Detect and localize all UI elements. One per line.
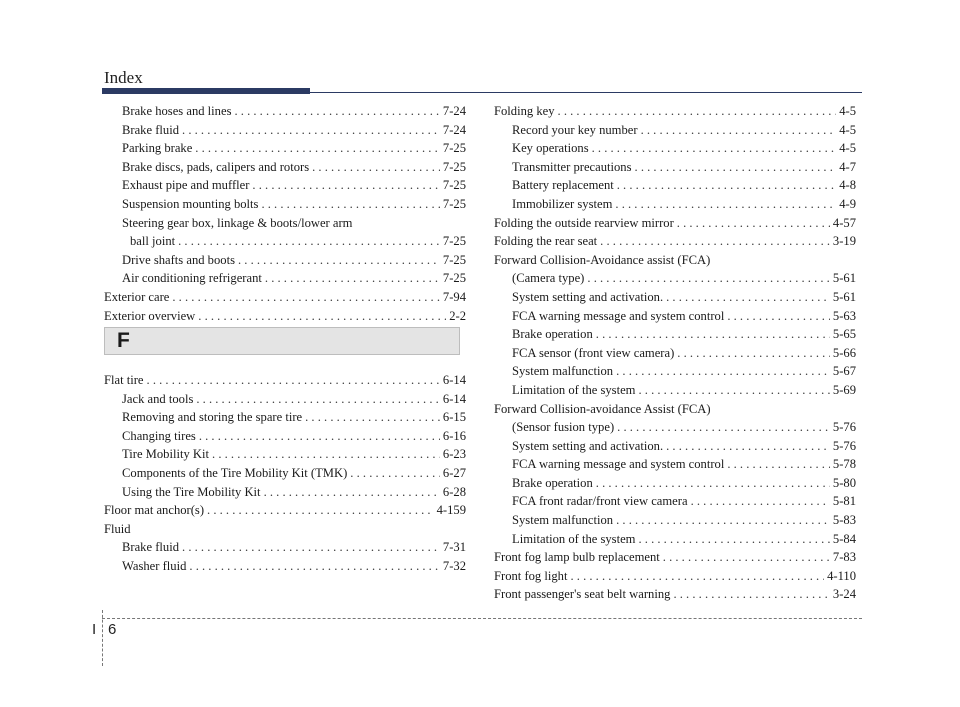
index-entry-text: Front fog light xyxy=(494,568,568,583)
index-entry-page: 4-57 xyxy=(832,215,856,230)
dot-leader xyxy=(312,158,440,177)
dot-leader xyxy=(638,530,829,549)
dot-leader xyxy=(617,418,830,437)
dot-leader xyxy=(195,139,440,158)
index-entry-page: 7-25 xyxy=(442,141,466,156)
index-entry xyxy=(494,530,856,549)
index-entry xyxy=(494,139,856,158)
index-entry-text: Brake discs, pads, calipers and rotors xyxy=(122,159,310,174)
index-entry-page: 4-7 xyxy=(839,159,856,174)
footer-horizontal-rule xyxy=(102,618,862,619)
index-entry-page: 5-76 xyxy=(832,420,856,435)
index-entry-text: Immobilizer system xyxy=(512,196,613,211)
index-entry xyxy=(104,307,466,326)
dot-leader xyxy=(189,557,440,576)
index-entry-text: Tire Mobility Kit xyxy=(122,447,210,462)
index-entry-page: 2-2 xyxy=(449,308,466,323)
index-entry-text: Exterior care xyxy=(104,289,170,304)
index-entry-page: 5-76 xyxy=(832,438,856,453)
index-entry-text: System setting and activation. xyxy=(512,289,664,304)
index-entry xyxy=(494,585,856,604)
index-entry-text: Changing tires xyxy=(122,428,196,443)
dot-leader xyxy=(616,511,830,530)
index-entry-page: 5-84 xyxy=(832,531,856,546)
section-letter-box xyxy=(104,327,460,355)
index-entry-page: 6-14 xyxy=(442,391,466,406)
left-column-top xyxy=(104,102,466,325)
index-entry-page: 7-25 xyxy=(442,178,466,193)
index-entry xyxy=(104,139,466,158)
index-entry xyxy=(494,307,856,326)
index-entry xyxy=(494,362,856,381)
dot-leader xyxy=(596,474,830,493)
index-entry-page: 4-5 xyxy=(839,141,856,156)
index-entry-text: Forward Collision-avoidance Assist (FCA) xyxy=(494,401,711,416)
index-entry-page: 7-32 xyxy=(442,558,466,573)
index-entry-page: 7-31 xyxy=(442,540,466,555)
index-entry-page: 6-23 xyxy=(442,447,466,462)
index-entry-page: 6-15 xyxy=(442,410,466,425)
index-entry-page: 6-28 xyxy=(442,484,466,499)
dot-leader xyxy=(238,251,440,270)
index-entry-text: Jack and tools xyxy=(122,391,194,406)
index-entry-page: 5-81 xyxy=(832,494,856,509)
index-entry-page: 6-27 xyxy=(442,465,466,480)
dot-leader xyxy=(666,288,830,307)
dot-leader xyxy=(207,501,434,520)
right-column xyxy=(494,102,856,604)
index-entry xyxy=(104,121,466,140)
index-entry-text: Key operations xyxy=(512,141,589,156)
index-entry-text: Components of the Tire Mobility Kit (TMK) xyxy=(122,465,348,480)
index-entry xyxy=(494,232,856,251)
index-entry xyxy=(104,501,466,520)
dot-leader xyxy=(261,195,439,214)
index-entry-text: Folding the rear seat xyxy=(494,234,598,249)
index-entry xyxy=(104,464,466,483)
index-entry-text: Flat tire xyxy=(104,373,144,387)
index-entry-text: Forward Collision-Avoidance assist (FCA) xyxy=(494,252,711,267)
index-entry-page: 6-16 xyxy=(442,428,466,443)
index-entry xyxy=(104,520,466,539)
left-column-bottom xyxy=(104,371,466,576)
index-entry-text: Brake hoses and lines xyxy=(122,104,232,118)
dot-leader xyxy=(615,195,836,214)
index-entry-page: 7-25 xyxy=(442,252,466,267)
dot-leader xyxy=(616,362,830,381)
dot-leader xyxy=(264,483,440,502)
dot-leader xyxy=(558,102,837,121)
dot-leader xyxy=(587,269,830,288)
index-entry xyxy=(104,445,466,464)
index-entry-page: 4-9 xyxy=(839,196,856,211)
index-entry xyxy=(494,102,856,121)
index-entry-text: Record your key number xyxy=(512,122,638,137)
index-entry-text: Using the Tire Mobility Kit xyxy=(122,484,261,499)
index-entry-page: 4-5 xyxy=(839,104,856,118)
index-entry-text: System setting and activation. xyxy=(512,438,664,453)
header-accent-bar xyxy=(102,88,310,94)
index-entry xyxy=(104,427,466,446)
index-entry xyxy=(494,344,856,363)
index-entry xyxy=(494,567,856,586)
index-entry-text: Exhaust pipe and muffler xyxy=(122,178,250,193)
index-entry-page: 7-24 xyxy=(442,122,466,137)
index-entry-page: 3-24 xyxy=(832,587,856,602)
index-entry xyxy=(104,390,466,409)
index-entry-text: Brake fluid xyxy=(122,540,180,555)
index-entry-text: FCA sensor (front view camera) xyxy=(512,345,675,360)
index-entry xyxy=(104,483,466,502)
index-entry xyxy=(494,548,856,567)
dot-leader xyxy=(350,464,440,483)
dot-leader xyxy=(172,288,440,307)
index-entry-text: FCA front radar/front view camera xyxy=(512,494,688,509)
index-entry xyxy=(494,492,856,511)
index-entry-text: Limitation of the system xyxy=(512,531,636,546)
index-entry-page: 4-5 xyxy=(839,122,856,137)
index-entry-text: Exterior overview xyxy=(104,308,196,323)
footer-section: I xyxy=(92,621,97,638)
dot-leader xyxy=(596,325,830,344)
index-entry-text: Battery replacement xyxy=(512,178,614,193)
index-entry-text: Suspension mounting bolts xyxy=(122,196,259,211)
index-entry-page: 5-61 xyxy=(832,289,856,304)
index-entry-text: System malfunction xyxy=(512,513,614,528)
index-entry xyxy=(104,176,466,195)
index-entry-text: Parking brake xyxy=(122,141,193,156)
index-entry xyxy=(104,408,466,427)
dot-leader xyxy=(265,269,440,288)
index-entry-page: 5-78 xyxy=(832,457,856,472)
index-entry-text: Limitation of the system xyxy=(512,382,636,397)
dot-leader xyxy=(178,232,440,251)
index-entry xyxy=(104,158,466,177)
index-entry-text: Brake operation xyxy=(512,327,593,342)
index-entry-page: 5-80 xyxy=(832,475,856,490)
dot-leader xyxy=(641,121,837,140)
index-entry-page: 7-25 xyxy=(442,159,466,174)
dot-leader xyxy=(252,176,439,195)
index-entry-text: Steering gear box, linkage & boots/lower arm xyxy=(122,215,353,230)
index-entry-page: 5-65 xyxy=(832,327,856,342)
index-entry-text: Removing and storing the spare tire xyxy=(122,410,303,425)
index-entry-text: Floor mat anchor(s) xyxy=(104,503,205,518)
index-entry-text: FCA warning message and system control xyxy=(512,308,725,323)
index-entry xyxy=(104,195,466,214)
index-entry-page: 5-63 xyxy=(832,308,856,323)
index-entry xyxy=(104,232,466,251)
dot-leader xyxy=(617,176,836,195)
index-entry xyxy=(104,214,466,233)
index-entry-text: (Sensor fusion type) xyxy=(512,420,615,435)
index-entry xyxy=(494,288,856,307)
dot-leader xyxy=(638,381,829,400)
index-entry-text: FCA warning message and system control xyxy=(512,457,725,472)
index-entry-page: 4-8 xyxy=(839,178,856,193)
index-entry-page: 7-25 xyxy=(442,271,466,286)
dot-leader xyxy=(635,158,837,177)
index-entry-page: 5-69 xyxy=(832,382,856,397)
index-entry xyxy=(494,158,856,177)
index-entry xyxy=(494,381,856,400)
index-entry-text: Folding key xyxy=(494,104,555,118)
dot-leader xyxy=(673,585,829,604)
index-entry xyxy=(494,251,856,270)
dot-leader xyxy=(198,307,446,326)
index-entry xyxy=(104,288,466,307)
index-entry xyxy=(104,269,466,288)
index-entry-text: Air conditioning refrigerant xyxy=(122,271,262,286)
dot-leader xyxy=(182,538,440,557)
index-entry-text: Brake fluid xyxy=(122,122,180,137)
index-entry-page: 3-19 xyxy=(832,234,856,249)
dot-leader xyxy=(196,390,440,409)
index-entry-text: Brake operation xyxy=(512,475,593,490)
index-entry xyxy=(494,214,856,233)
dot-leader xyxy=(663,548,830,567)
index-entry xyxy=(104,102,466,121)
index-entry xyxy=(494,418,856,437)
index-entry xyxy=(494,176,856,195)
footer-page-number: 6 xyxy=(108,621,117,638)
index-entry-page: 5-66 xyxy=(832,345,856,360)
index-entry-page: 7-25 xyxy=(442,196,466,211)
dot-leader xyxy=(305,408,440,427)
index-entry-text: (Camera type) xyxy=(512,271,585,286)
dot-leader xyxy=(234,102,439,121)
index-entry xyxy=(494,511,856,530)
index-entry xyxy=(494,195,856,214)
dot-leader xyxy=(570,567,824,586)
index-entry-page: 5-67 xyxy=(832,364,856,379)
index-entry-text: ball joint xyxy=(130,234,176,249)
dot-leader xyxy=(677,344,830,363)
index-entry xyxy=(494,474,856,493)
index-entry xyxy=(494,437,856,456)
index-entry xyxy=(494,269,856,288)
index-entry xyxy=(494,400,856,419)
index-entry-text: System malfunction xyxy=(512,364,614,379)
index-entry-page: 6-14 xyxy=(442,373,466,387)
index-entry xyxy=(104,557,466,576)
index-entry xyxy=(494,121,856,140)
index-entry-text: Fluid xyxy=(104,521,131,536)
index-entry-page: 4-110 xyxy=(827,568,856,583)
dot-leader xyxy=(677,214,830,233)
index-entry-text: Front passenger's seat belt warning xyxy=(494,587,671,602)
dot-leader xyxy=(182,121,440,140)
index-entry-page: 5-61 xyxy=(832,271,856,286)
index-entry-page: 7-94 xyxy=(442,289,466,304)
index-entry-page: 7-25 xyxy=(442,234,466,249)
index-entry-text: Front fog lamp bulb replacement xyxy=(494,550,660,565)
dot-leader xyxy=(199,427,440,446)
index-entry-page: 4-159 xyxy=(436,503,466,518)
index-entry-page: 5-83 xyxy=(832,513,856,528)
index-entry xyxy=(104,251,466,270)
index-entry-text: Folding the outside rearview mirror xyxy=(494,215,674,230)
index-entry xyxy=(104,371,466,390)
dot-leader xyxy=(666,437,830,456)
index-entry xyxy=(494,325,856,344)
dot-leader xyxy=(592,139,837,158)
page-header-title: Index xyxy=(104,68,143,87)
index-entry-text: Drive shafts and boots xyxy=(122,252,235,267)
header-rule xyxy=(310,92,862,93)
index-entry xyxy=(104,538,466,557)
index-entry xyxy=(494,455,856,474)
index-entry-page: 7-24 xyxy=(442,104,466,118)
dot-leader xyxy=(147,371,440,390)
index-entry-text: Transmitter precautions xyxy=(512,159,632,174)
index-entry-text: Washer fluid xyxy=(122,558,187,573)
section-letter: F xyxy=(117,329,130,352)
dot-leader xyxy=(727,455,830,474)
dot-leader xyxy=(727,307,830,326)
dot-leader xyxy=(212,445,440,464)
index-entry-page: 7-83 xyxy=(832,550,856,565)
dot-leader xyxy=(691,492,830,511)
dot-leader xyxy=(600,232,830,251)
